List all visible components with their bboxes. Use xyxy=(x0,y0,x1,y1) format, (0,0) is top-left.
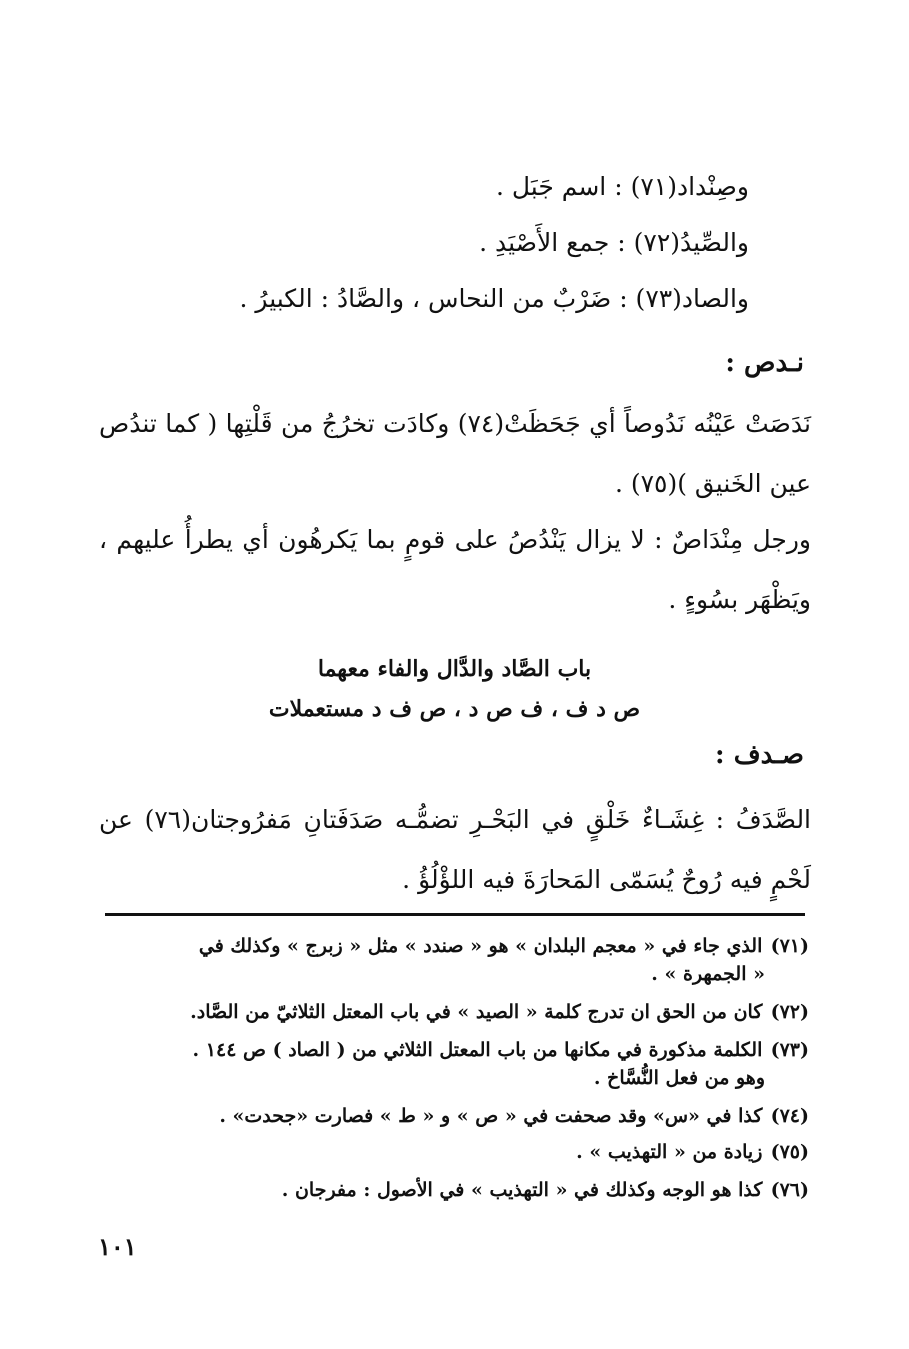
footnote-text: الذي جاء في « معجم البلدان » هو « صندد » مثل « زبرج » وكذلك في xyxy=(198,935,763,957)
entry-alsid: والصِّيدُ(٧٢) : جمع الأَصْيَدِ . xyxy=(479,228,749,257)
page-number: ١٠١ xyxy=(98,1232,137,1261)
paragraph-sadaf: الصَّدَفُ : غِشَـاءٌ خَلْقٍ في البَحْـرِ تضمُّـه صَدَفَتانِ مَفرُوجتان(٧٦) عن لَحْمٍ فيه رُوحٌ يُسَمّى المَحارَةَ فيه اللؤْلُؤُ . xyxy=(99,805,812,894)
footnote-75 xyxy=(97,1138,809,1166)
footnote-76 xyxy=(97,1176,809,1204)
footnote-number: (٧٤) xyxy=(770,1105,809,1127)
footnote-number: (٧٣) xyxy=(770,1039,809,1061)
footnote-text: الكلمة مذكورة في مكانها من باب المعتل الثلاثي من ( الصاد ) ص ١٤٤ . xyxy=(192,1039,763,1061)
footnote-number: (٧٦) xyxy=(770,1179,809,1201)
footnote-number: (٧٢) xyxy=(770,1001,809,1023)
section-heading-sdf: صـدف : xyxy=(715,740,804,770)
paragraph-nadasat: نَدَصَتْ عَيْنُه نَدُوصاً أي جَحَظَتْ(٧٤) وكادَت تخرُجُ من قَلْتِها ( كما تندُص عين الخَنيق )(٧٥) . xyxy=(99,409,811,498)
chapter-subtitle: ص د ف ، ف ص د ، ص ف د مستعملات xyxy=(268,696,641,722)
footnote-71 xyxy=(97,932,809,988)
footnote-text: كذا في «س» وقد صحفت في « ص » و « ط » فصارت «جحدت» . xyxy=(219,1105,763,1127)
footnote-72 xyxy=(97,998,809,1026)
footnote-74 xyxy=(97,1102,809,1130)
footnote-text: زيادة من « التهذيب » . xyxy=(576,1141,763,1163)
footnote-text: كان من الحق ان تدرج كلمة « الصيد » في باب المعتل الثلاثيّ من الصَّاد. xyxy=(190,1001,763,1023)
footnote-number: (٧٥) xyxy=(770,1141,809,1163)
footnote-divider xyxy=(105,913,805,916)
entry-alsad: والصاد(٧٣) : ضَرْبٌ من النحاس ، والصَّادُ : الكبيرُ . xyxy=(239,284,749,313)
entry-sindad: وصِنْداد(٧١) : اسم جَبَل . xyxy=(495,172,749,201)
footnote-continuation: « الجمهرة » . xyxy=(651,963,765,985)
footnote-text: كذا هو الوجه وكذلك في « التهذيب » في الأصول : مفرجان . xyxy=(281,1179,763,1201)
section-heading-nds: نـدص : xyxy=(725,348,804,378)
footnote-73 xyxy=(97,1036,809,1092)
paragraph-mindas: ورجل مِنْدَاصٌ : لا يزال يَنْدُصُ على قومٍ بما يَكرهُون أي يطرأُ عليهم ، ويَظْهَر بسُوءٍ . xyxy=(99,525,811,614)
footnote-continuation: وهو من فعل النُّسَّاخ . xyxy=(593,1067,765,1089)
footnote-number: (٧١) xyxy=(770,935,809,957)
chapter-title: باب الصَّاد والدَّال والفاء معهما xyxy=(317,656,592,682)
